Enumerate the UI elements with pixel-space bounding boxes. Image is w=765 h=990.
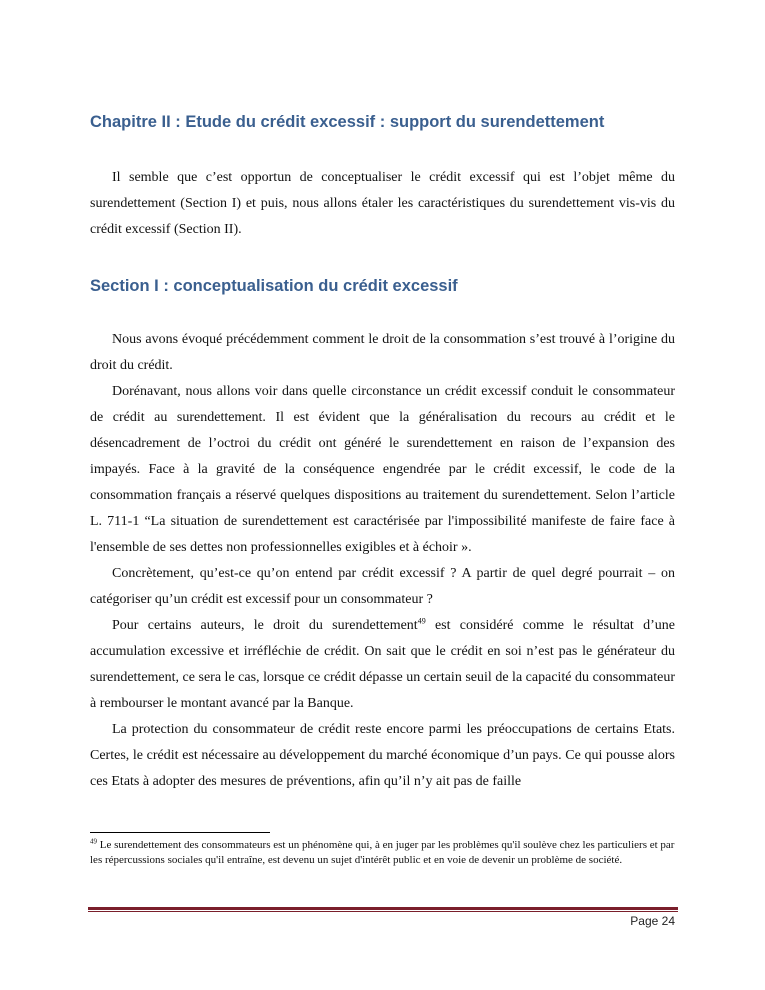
footnote-separator: [90, 832, 270, 833]
footnote-number: 49: [90, 837, 97, 846]
footer-rule-thick: [88, 907, 678, 910]
footer-rule-thin: [88, 911, 678, 912]
paragraph-4-start: Pour certains auteurs, le droit du surendettement: [112, 618, 418, 633]
intro-block: [90, 165, 675, 243]
footnote: [90, 838, 675, 868]
chapter-title: Chapitre II : Etude du crédit excessif : support du surendettement: [90, 113, 605, 131]
section-title: Section I : conceptualisation du crédit excessif: [90, 277, 458, 295]
paragraph-4-end: est considéré comme le résultat d’une accumulation excessive et irréfléchie de crédit. On sait que le crédit en soi n’est pas le générateur du surendettement, ce sera le cas, lorsque ce crédit dépasse un certain seuil de la capacité du consommateur à rembourser le montant avancé par la Banque.: [90, 618, 675, 711]
page-number: Page 24: [630, 914, 675, 928]
section-body: [90, 327, 675, 795]
footnote-reference[interactable]: 49: [417, 616, 426, 626]
footnote-text: Le surendettement des consommateurs est un phénomène qui, à en juger par les problèmes qu'il soulève chez les particuliers et par les répercussions sociales qu'il entraîne, est devenu un sujet d'intérêt public et en voie de devenir un problème de société.: [90, 839, 675, 866]
paragraph-1: Nous avons évoqué précédemment comment le droit de la consommation s’est trouvé à l’origine du droit du crédit.: [90, 332, 675, 373]
paragraph-3: Concrètement, qu’est-ce qu’on entend par crédit excessif ? A partir de quel degré pourrait – on catégoriser qu’un crédit est excessif pour un consommateur ?: [90, 566, 675, 607]
intro-paragraph: Il semble que c’est opportun de conceptualiser le crédit excessif qui est l’objet même du surendettement (Section I) et puis, nous allons étaler les caractéristiques du surendettement vis-vis du crédit excessif (Section II).: [90, 170, 675, 237]
paragraph-5: La protection du consommateur de crédit reste encore parmi les préoccupations de certains Etats. Certes, le crédit est nécessaire au développement du marché économique d’un pays. Ce qui pousse alors ces Etats à adopter des mesures de préventions, afin qu’il n’y ait pas de faille: [90, 722, 675, 789]
paragraph-2: Dorénavant, nous allons voir dans quelle circonstance un crédit excessif conduit le consommateur de crédit au surendettement. Il est évident que la généralisation du recours au crédit et le désencadrement de l’octroi du crédit ont généré le surendettement en raison de l’expansion des impayés. Face à la gravité de la conséquence engendrée par le crédit excessif, le code de la consommation français a réservé quelques dispositions au traitement du surendettement. Selon l’article L. 711-1 “La situation de surendettement est caractérisée par l'impossibilité manifeste de faire face à l'ensemble de ses dettes non professionnelles exigibles et à échoir ».: [90, 384, 675, 555]
paragraph-4: [90, 613, 675, 717]
